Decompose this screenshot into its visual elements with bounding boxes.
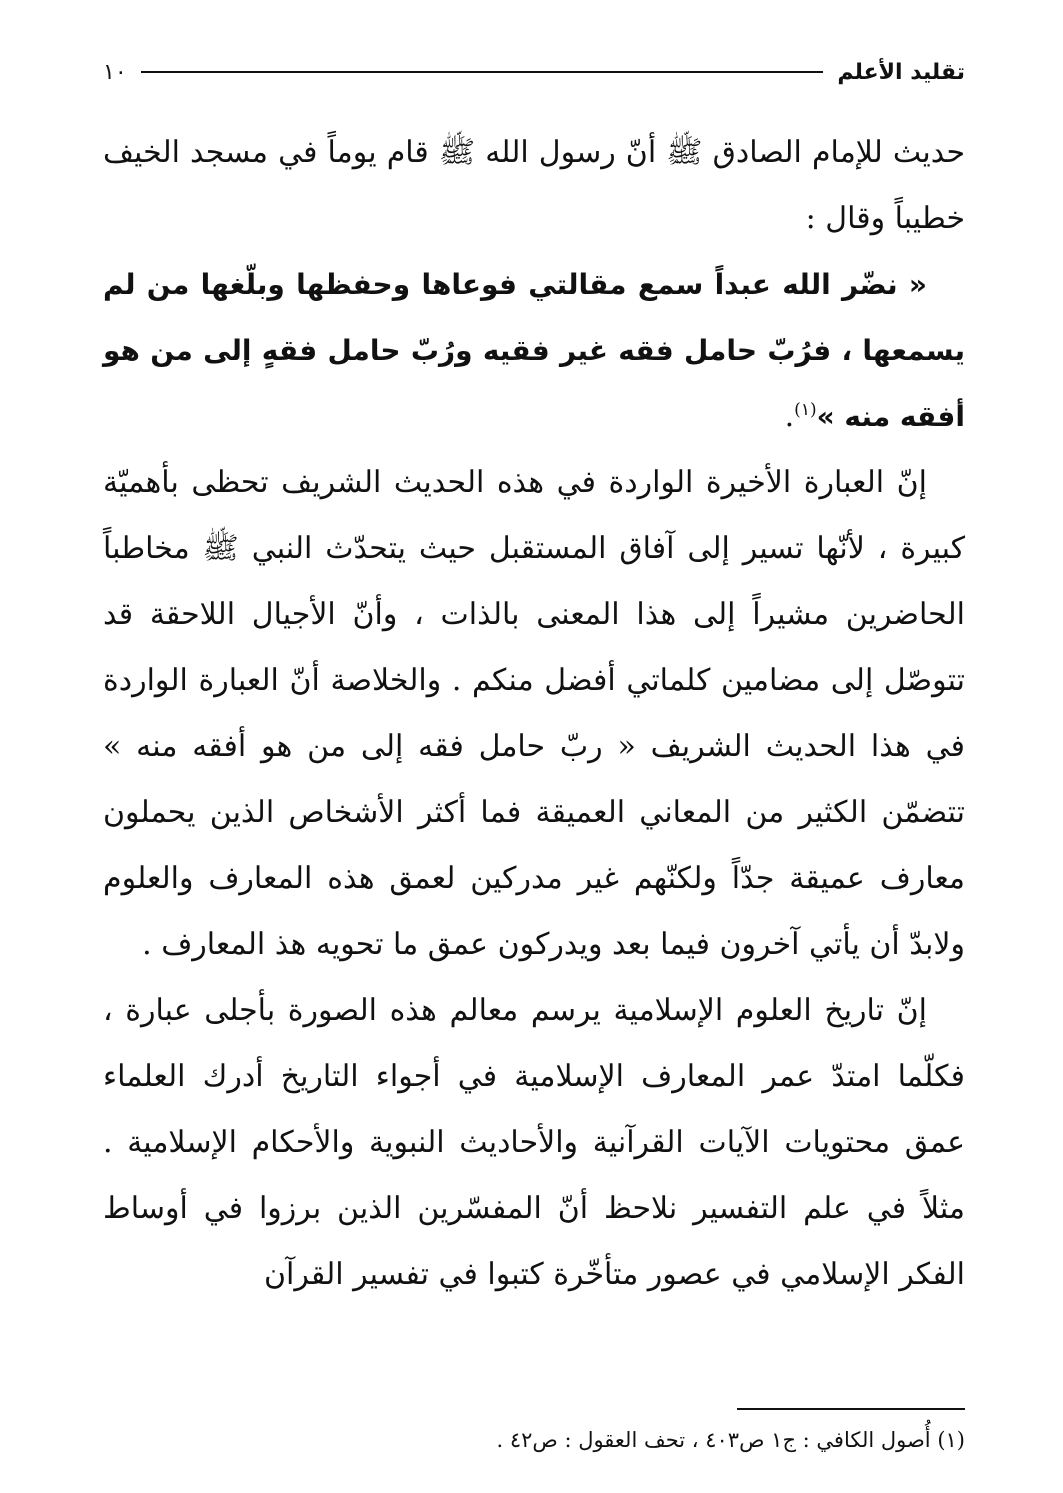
footnote: (١) أُصول الكافي : ج١ ص٤٠٣ ، تحف العقول : ص٤٢ . [496, 1428, 965, 1452]
header-title: تقليد الأعلم [837, 59, 965, 85]
page-number: ١٠ [103, 59, 127, 85]
paragraph-history: إنّ تاريخ العلوم الإسلامية يرسم معالم هذه الصورة بأجلى عبارة ، فكلّما امتدّ عمر المعارف الإسلامية في أجواء التاريخ أدرك العلماء عمق محتويات الآيات القرآنية والأحاديث النبوية والأحكام الإسلامية . مثلاً في علم التفسير نلاحظ أنّ المفسّرين الذين برزوا في أوساط الفكر الإسلامي في عصور متأخّرة كتبوا في تفسير القرآن [103, 993, 965, 1292]
paragraph-intro: حديث للإمام الصادق ﷺ أنّ رسول الله ﷺ قام يوماً في مسجد الخيف خطيباً وقال : [103, 135, 965, 236]
footnote-rule [737, 1408, 965, 1410]
header-rule [141, 71, 824, 73]
footnote-reference: (١) [794, 400, 817, 420]
book-page [103, 44, 965, 1464]
running-header [103, 52, 965, 92]
quote-end-period: . [784, 399, 795, 434]
hadith-quote [103, 252, 965, 450]
hadith-quote-text: « نضّر الله عبداً سمع مقالتي فوعاها وحفظها وبلّغها من لم يسمعها ، فرُبّ حامل فقه غير فقيه ورُبّ حامل فقهٍ إلى من هو أفقه منه » [103, 268, 965, 433]
paragraph-explanation: إنّ العبارة الأخيرة الواردة في هذه الحديث الشريف تحظى بأهميّة كبيرة ، لأنّها تسير إلى آفاق المستقبل حيث يتحدّث النبي ﷺ مخاطباً الحاضرين مشيراً إلى هذا المعنى بالذات ، وأنّ الأجيال اللاحقة قد تتوصّل إلى مضامين كلماتي أفضل منكم . والخلاصة أنّ العبارة الواردة في هذا الحديث الشريف « ربّ حامل فقه إلى من هو أفقه منه » تتضمّن الكثير من المعاني العميقة فما أكثر الأشخاص الذين يحملون معارف عميقة جدّاً ولكنّهم غير مدركين لعمق هذه المعارف والعلوم ولابدّ أن يأتي آخرون فيما بعد ويدركون عمق ما تحويه هذ المعارف . [103, 465, 965, 962]
body-text [103, 120, 965, 1308]
